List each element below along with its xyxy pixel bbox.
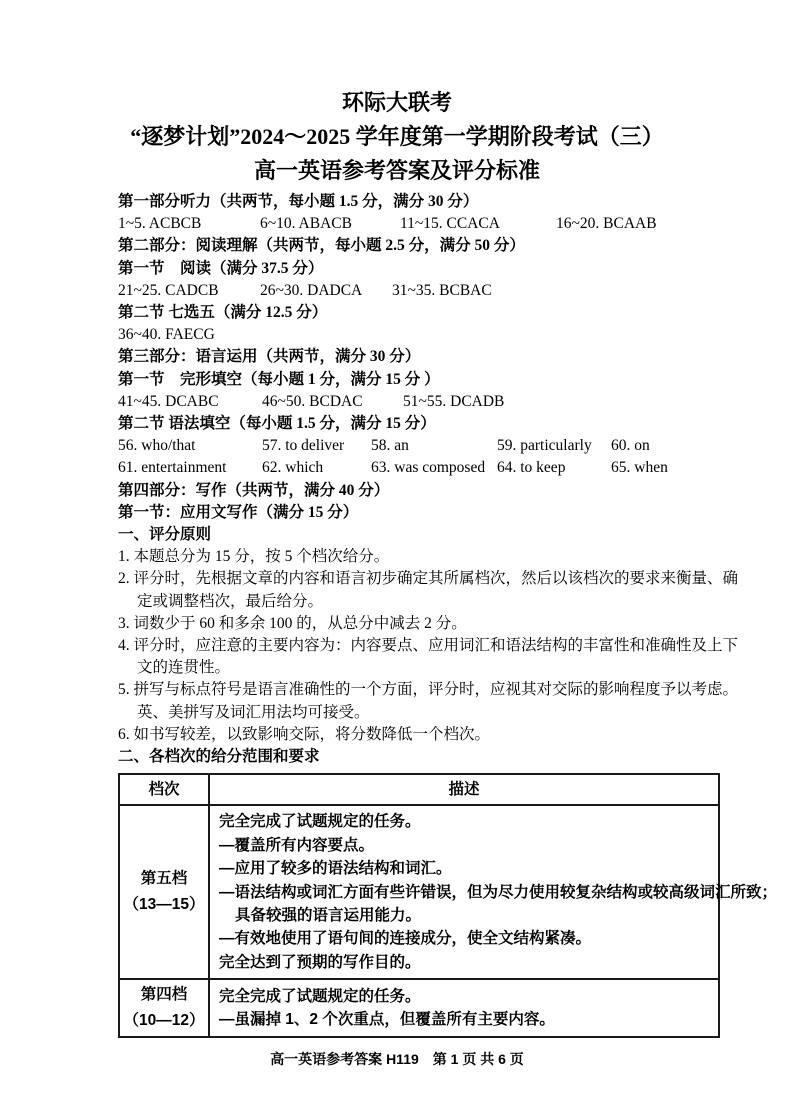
principle-line: 1. 本题总分为 15 分，按 5 个档次给分。 — [118, 548, 390, 566]
document-title-block — [0, 0, 794, 188]
answer-item: 57. to deliver — [262, 437, 345, 455]
table-header-row — [119, 774, 719, 805]
description-line-wrap: 具备较强的语言运用能力。 — [235, 906, 422, 924]
answer-group: 26~30. DADCA — [260, 281, 363, 299]
principle-line: 2. 评分时，先根据文章的内容和语言初步确定其所属档次，然后以该档次的要求来衡量、确 — [118, 570, 739, 588]
answer-item: 62. which — [262, 459, 324, 477]
answer-group: 31~35. BCBAC — [392, 281, 492, 299]
grade-criteria-table — [118, 773, 778, 1038]
answer-item: 60. on — [611, 437, 650, 455]
principle-line-wrap: 文的连贯性。 — [137, 659, 231, 677]
cloze-answers-row — [118, 391, 720, 413]
description-line: —覆盖所有内容要点。 — [219, 836, 375, 854]
description-line: —语法结构或词汇方面有些许错误，但为尽力使用较复杂结构或较高级词汇所致； — [219, 883, 778, 901]
answer-item: 56. who/that — [118, 437, 196, 455]
description-column-header: 描述 — [209, 774, 719, 805]
page-footer: 高一英语参考答案 H119 第 1 页 共 6 页 — [270, 1051, 524, 1068]
grade-range: （10—12） — [123, 1012, 205, 1030]
exam-brand-title: 环际大联考 — [341, 90, 452, 115]
grade-label: 第四档 — [140, 986, 188, 1004]
principle-line: 6. 如书写较差，以致影响交际，将分数降低一个档次。 — [118, 725, 491, 743]
answer-group: 51~55. DCADB — [403, 392, 505, 410]
part3-language-use-heading: 第三部分：语言运用（共两节，满分 30 分） — [118, 348, 421, 366]
answer-item: 63. was composed — [371, 459, 486, 477]
seven-choose-five-answers-row — [118, 324, 720, 346]
grammar-fill-heading: 第二节 语法填空（每小题 1.5 分，满分 15 分） — [118, 415, 436, 433]
answer-item: 65. when — [611, 459, 668, 477]
part1-listening-heading: 第一部分听力（共两节，每小题 1.5 分，满分 30 分） — [118, 193, 479, 210]
applied-writing-heading: 第一节：应用文写作（满分 15 分） — [118, 503, 359, 521]
part4-writing-heading: 第四部分：写作（共两节，满分 40 分） — [118, 481, 390, 499]
answer-item: 58. an — [371, 437, 409, 455]
grade-cell — [119, 979, 209, 1037]
answer-group: 46~50. BCDAC — [262, 392, 363, 410]
seven-choose-five-heading: 第二节 七选五（满分 12.5 分） — [118, 304, 328, 322]
answer-group: 11~15. CCACA — [400, 215, 500, 233]
principle-line: 5. 拼写与标点符号是语言准确性的一个方面，评分时，应视其对交际的影响程度予以考虑。 — [118, 681, 739, 699]
grade-column-header: 档次 — [119, 774, 209, 805]
principle-line-wrap: 定或调整档次，最后给分。 — [137, 592, 324, 610]
grade-cell — [119, 805, 209, 979]
grade-label: 第五档 — [140, 870, 188, 888]
description-line: —有效地使用了语句间的连接成分，使全文结构紧凑。 — [219, 930, 592, 948]
answer-group: 36~40. FAECG — [118, 326, 215, 344]
reading-answers-row — [118, 280, 720, 302]
reading-section1-heading: 第一节 阅读（满分 37.5 分） — [118, 259, 324, 277]
answer-item: 64. to keep — [497, 459, 566, 477]
description-line: —虽漏掉 1、2 个次重点，但覆盖所有主要内容。 — [219, 1011, 555, 1029]
answer-group: 21~25. CADCB — [118, 281, 219, 299]
answer-group: 41~45. DCABC — [118, 392, 219, 410]
table-row — [119, 805, 719, 979]
cloze-section-heading: 第一节 完形填空（每小题 1 分，满分 15 分 ） — [118, 370, 440, 388]
answer-item: 59. particularly — [497, 437, 592, 455]
answer-group: 16~20. BCAAB — [556, 215, 657, 233]
description-cell — [209, 979, 719, 1037]
grade-criteria-heading: 二、各档次的给分范围和要求 — [118, 748, 320, 766]
table-row — [119, 979, 719, 1037]
document-body — [118, 191, 778, 1038]
principle-line: 4. 评分时，应注意的主要内容为：内容要点、应用词汇和语法结构的丰富性和准确性及上下 — [118, 637, 739, 655]
answer-group: 6~10. ABACB — [260, 215, 352, 233]
grammar-answers-row-1 — [118, 435, 720, 457]
description-line: 完全完成了试题规定的任务。 — [219, 813, 421, 831]
description-line: 完全完成了试题规定的任务。 — [219, 987, 421, 1005]
scoring-principles-heading: 一、评分原则 — [118, 526, 212, 544]
description-cell — [209, 805, 778, 979]
description-line: 完全达到了预期的写作目的。 — [219, 953, 421, 971]
listening-answers-row — [118, 213, 720, 235]
answer-key-title: 高一英语参考答案及评分标准 — [253, 158, 540, 183]
grammar-answers-row-2 — [118, 457, 720, 479]
answer-item: 61. entertainment — [118, 459, 227, 477]
principle-line-wrap: 英、美拼写及词汇用法均可接受。 — [137, 703, 370, 721]
grade-range: （13—15） — [123, 896, 205, 914]
description-line: —应用了较多的语法结构和词汇。 — [219, 860, 452, 878]
principle-line: 3. 词数少于 60 和多余 100 的，从总分中减去 2 分。 — [118, 614, 467, 632]
part2-reading-heading: 第二部分：阅读理解（共两节，每小题 2.5 分，满分 50 分） — [118, 237, 525, 255]
exam-session-title: “逐梦计划”2024～2025 学年度第一学期阶段考试（三） — [130, 124, 664, 149]
answer-group: 1~5. ACBCB — [118, 215, 202, 233]
